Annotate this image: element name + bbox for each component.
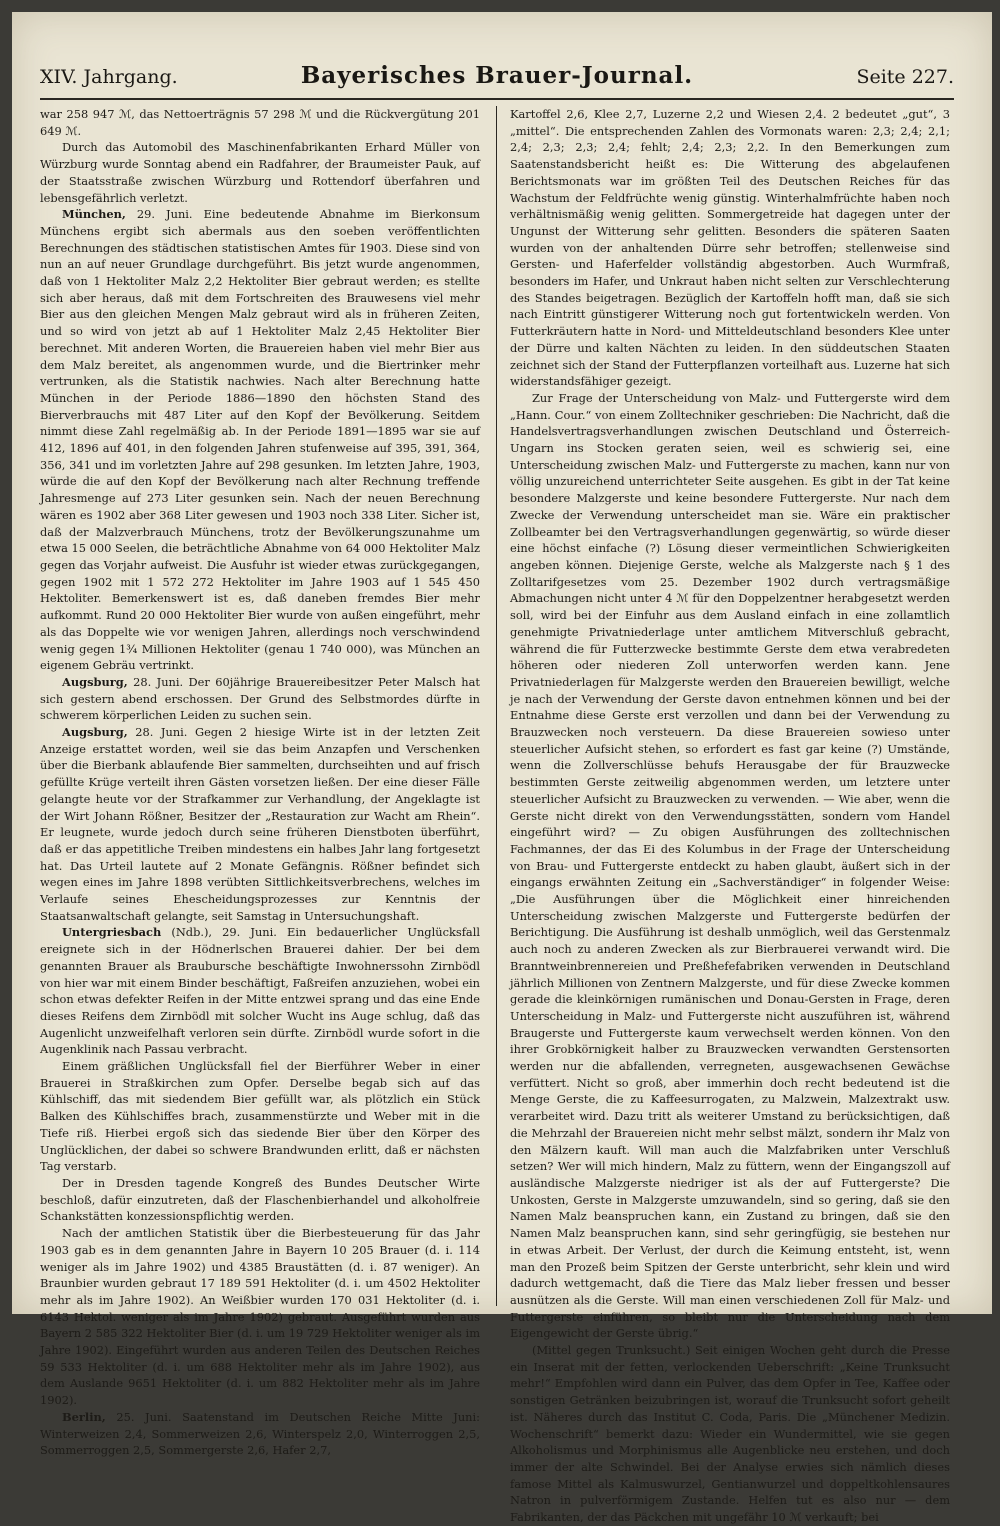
- article-paragraph: [40, 206, 480, 674]
- paragraph-text: Nach der amtlichen Statistik über die Bierbesteuerung für das Jahr 1903 gab es in dem genannten Jahre in Bayern 10 205 Brauer (d. i. 114 weniger als im Jahre 1902) und 4385 Braustätten (d. i. 87 weniger). An Braunbier wurden gebraut 17 189 591 Hektoliter (d. i. um 4502 Hektoliter mehr als im Jahre 1902). An Weißbier wurden 170 031 Hektoliter (d. i. 6143 Hektol. weniger als im Jahre 1902) gebraut. Ausgeführt wurden aus Bayern 2 585 322 Hektoliter Bier (d. i. um 19 729 Hektoliter weniger als im Jahre 1902). Eingeführt wurden aus anderen Teilen des Deutschen Reiches 59 533 Hektoliter (d. i. um 688 Hektoliter mehr als im Jahre 1902), aus dem Auslande 9651 Hektoliter (d. i. um 882 Hektoliter mehr als im Jahre 1902).: [40, 1226, 480, 1408]
- volume-label: XIV. Jahrgang.: [40, 66, 178, 88]
- paragraph-text: 28. Juni. Der 60jährige Brauereibesitzer Peter Malsch hat sich gestern abend erschossen. Der Grund des Selbstmordes dürfte in schwerem körperlichen Leiden zu suchen sein.: [40, 674, 481, 723]
- dateline: Untergriesbach: [62, 925, 162, 940]
- article-paragraph: [40, 1409, 480, 1459]
- article-paragraph: [40, 139, 480, 206]
- dateline: Augsburg,: [62, 725, 128, 740]
- article-paragraph: [40, 1058, 480, 1175]
- paragraph-text: 28. Juni. Gegen 2 hiesige Wirte ist in der letzten Zeit Anzeige erstattet worden, weil sie das beim Anzapfen und Verschenken über die Bierbank ablaufende Bier sammelten, durchseihten und auf frisch gefüllte Krüge verteilt ihren Gästen vorsetzen ließen. Der eine dieser Fälle gelangte heute vor der Strafkammer zur Verhandlung, der Angeklagte ist der Wirt Johann Rößner, Besitzer der „Restauration zur Wacht am Rhein“. Er leugnete, wurde jedoch durch seine früheren Dienstboten überführt, daß er das appetitliche Treiben mindestens ein halbes Jahr lang fortgesetzt hat. Das Urteil lautete auf 2 Monate Gefängnis. Rößner befindet sich wegen eines im Jahre 1898 verübten Sittlichkeitsverbrechens, welches im Verlaufe seines Ehescheidungsprozesses zur Kenntnis der Staatsanwaltschaft gelangte, seit Samstag in Untersuchungshaft.: [40, 725, 481, 923]
- right-column: [510, 106, 950, 1525]
- article-paragraph: [40, 1175, 480, 1225]
- article-paragraph: [510, 1342, 950, 1526]
- paragraph-text: Der in Dresden tagende Kongreß des Bundes Deutscher Wirte beschloß, dafür einzutreten, daß der Flaschenbierhandel und alkoholfreie Schankstätten konzessionspflichtig werden.: [40, 1176, 480, 1224]
- header-rule: [40, 98, 954, 100]
- journal-title: Bayerisches Brauer-Journal.: [300, 62, 694, 89]
- dateline: Berlin,: [62, 1409, 106, 1424]
- page-number: Seite 227.: [856, 66, 954, 88]
- paragraph-text: 29. Juni. Eine bedeutende Abnahme im Bierkonsum Münchens ergibt sich abermals aus den soeben veröffentlichten Berechnungen des städtischen statistischen Amtes für 1903. Diese sind von nun an auf neuer Grundlage durchgeführt. Bis jetzt wurde angenommen, daß von 1 Hektoliter Malz 2,2 Hektoliter Bier gebraut werden; es stellte sich aber heraus, daß mit dem Fortschreiten des Brauwesens viel mehr Bier aus den gleichen Mengen Malz gebraut wird als in früheren Zeiten, und so wird von jetzt ab auf 1 Hektoliter Malz 2,45 Hektoliter Bier berechnet. Mit anderen Worten, die Brauereien haben viel mehr Bier aus dem Malz bereitet, als angenommen wurde, und die Biertrinker mehr vertrunken, als die Statistik nachwies. Nach alter Berechnung hatte München in der Periode 1886—1890 den höchsten Stand des Bierverbrauchs mit 487 Liter auf den Kopf der Bevölkerung. Seitdem nimmt diese Zahl regelmäßig ab. In der Periode 1891—1895 war sie auf 412, 1896 auf 401, in den folgenden Jahren stufenweise auf 395, 391, 364, 356, 341 und im vorletzten Jahre auf 298 gesunken. Im letzten Jahre, 1903, würde die auf den Kopf der Bevölkerung nach alter Rechnung treffende Jahresmenge auf 273 Liter gesunken sein. Nach der neuen Berechnung wären es 1902 aber 368 Liter gewesen und 1903 noch 338 Liter. Sicher ist, daß der Malzverbrauch Münchens, trotz der Bevölkerungszunahme um etwa 15 000 Seelen, die beträchtliche Abnahme von 64 000 Hektoliter Malz gegen das Vorjahr aufweist. Die Ausfuhr ist wieder etwas zurückgegangen, gegen 1902 mit 1 572 272 Hektoliter im Jahre 1903 auf 1 545 450 Hektoliter. Bemerkenswert ist es, daß daneben fremdes Bier mehr aufkommt. Rund 20 000 Hektoliter Bier wurde von außen eingeführt, mehr als das Doppelte wie vor wenigen Jahren, allerdings noch verschwindend wenig gegen 1¾ Millionen Hektoliter (genau 1 740 000), was München an eigenem Gebräu vertrinkt.: [40, 207, 481, 673]
- paragraph-text: Kartoffel 2,6, Klee 2,7, Luzerne 2,2 und Wiesen 2,4. 2 bedeutet „gut“, 3 „mittel“. Die entsprechenden Zahlen des Vormonats waren: 2,3; 2,4; 2,1; 2,4; 2,3; 2,3; 2,4; fehlt; 2,4; 2,3; 2,2. In den Bemerkungen zum Saatenstandsbericht heißt es: Die Witterung des abgelaufenen Berichtsmonats war im größten Teil des Deutschen Reiches für das Wachstum der Feldfrüchte wenig günstig. Winterhalmfrüchte haben noch verhältnismäßig wenig gelitten. Sommergetreide hat dagegen unter der Ungunst der Witterung sehr gelitten. Besonders die späteren Saaten wurden von der anhaltenden Dürre sehr betroffen; stellenweise sind Gersten- und Haferfelder vollständig abgestorben. Auch Wurmfraß, besonders im Hafer, und Unkraut haben nicht selten zur Verschlechterung des Standes beigetragen. Bezüglich der Kartoffeln hofft man, daß sie sich nach Eintritt günstigerer Witterung noch gut fortentwickeln werden. Von Futterkräutern hatte in Nord- und Mitteldeutschland besonders Klee unter der Dürre und kalten Nächten zu leiden. In den süddeutschen Staaten zeichnet sich der Stand der Futterpflanzen vorteilhaft aus. Luzerne hat sich widerstandsfähiger gezeigt.: [510, 107, 950, 389]
- article-paragraph: [40, 106, 480, 139]
- paragraph-text: (Mittel gegen Trunksucht.) Seit einigen Wochen geht durch die Presse ein Inserat mit der fetten, verlockenden Ueberschrift: „Keine Trunksucht mehr!“ Empfohlen wird dann ein Pulver, das dem Opfer in Tee, Kaffee oder sonstigen Getränken beizubringen ist, worauf die Trunksucht sofort geheilt ist. Näheres durch das Institut C. Coda, Paris. Die „Münchener Medizin. Wochenschrift“ bemerkt dazu: Wieder ein Wundermittel, wie sie gegen Alkoholismus und Morphinismus alle Augenblicke neu erstehen, und doch immer der alte Schwindel. Bei der Analyse erwies sich nämlich dieses famose Mittel als Kalmuswurzel, Gentianwurzel und doppeltkohlensaures Natron in pulverförmigem Zustande. Helfen tut es also nur — dem Fabrikanten, der das Päckchen mit ungefähr 10 ℳ verkauft; bei: [510, 1343, 950, 1525]
- article-paragraph: [40, 1225, 480, 1409]
- paragraph-text: 25. Juni. Saatenstand im Deutschen Reiche Mitte Juni: Winterweizen 2,4, Sommerweizen 2,6, Winterspelz 2,0, Winterroggen 2,5, Sommerroggen 2,5, Sommergerste 2,6, Hafer 2,7,: [40, 1409, 480, 1458]
- article-paragraph: [40, 724, 480, 924]
- paragraph-text: Durch das Automobil des Maschinenfabrikanten Erhard Müller von Würzburg wurde Sonntag abend ein Radfahrer, der Braumeister Pauk, auf der Staatsstraße zwischen Würzburg und Rottendorf überfahren und lebensgefährlich verletzt.: [40, 140, 480, 205]
- column-divider: [496, 106, 497, 1306]
- page-header: [40, 60, 954, 100]
- dateline: Augsburg,: [62, 674, 128, 689]
- article-paragraph: [40, 924, 480, 1058]
- paragraph-text: Zur Frage der Unterscheidung von Malz- und Futtergerste wird dem „Hann. Cour.“ von einem Zolltechniker geschrieben: Die Nachricht, daß die Handelsvertragsverhandlungen zwischen Deutschland und Österreich-Ungarn ins Stocken geraten seien, weil es schwierig sei, eine Unterscheidung zwischen Malz- und Futtergerste zu machen, kann nur von völlig unzureichend unterrichteter Seite ausgehen. Es gibt in der Tat keine besondere Malzgerste und keine besondere Futtergerste. Nur nach dem Zwecke der Verwendung unterscheidet man sie. Wäre ein praktischer Zollbeamter bei den Vertragsverhandlungen gegenwärtig, so würde dieser eine höchst einfache (?) Lösung dieser vermeintlichen Schwierigkeiten angeben können. Diejenige Gerste, welche als Malzgerste nach § 1 des Zolltarifgesetzes vom 25. Dezember 1902 durch vertragsmäßige Abmachungen nicht unter 4 ℳ für den Doppelzentner herabgesetzt werden soll, wird bei der Einfuhr aus dem Ausland einfach in eine zollamtlich genehmigte Privatniederlage unter amtlichem Mitverschluß gebracht, während die für Futterzwecke bestimmte Gerste dem etwa verabredeten höheren oder niederen Zoll unterworfen werden kann. Jene Privatniederlagen für Malzgerste werden den Brauereien bewilligt, welche je nach der Verwendung der Gerste davon entnehmen können und bei der Entnahme diese Gerste erst verzollen und dann bei der Verwendung zu Brauzwecken noch versteuern. Da diese Brauereien sowieso unter steuerlicher Aufsicht stehen, so erfordert es fast gar keine (?) Umstände, wenn die Zollverschlüsse behufs Herausgabe der für Brauzwecke bestimmten Gerste zeitweilig abgenommen werden, um letztere unter steuerlicher Aufsicht zu Brauzwecken zu verwenden. — Wie aber, wenn die Gerste nicht direkt von den Verwendungsstätten, sondern vom Handel eingeführt wird? — Zu obigen Ausführungen des zolltechnischen Fachmannes, der das Ei des Kolumbus in der Frage der Unterscheidung von Brau- und Futtergerste entdeckt zu haben glaubt, äußert sich in der eingangs erwähnten Zeitung ein „Sachverständiger“ in folgender Weise: „Die Ausführungen über die Möglichkeit einer hinreichenden Unterscheidung zwischen Malzgerste und Futtergerste bedürfen der Berichtigung. Die Ausführung ist deshalb unmöglich, weil das Gerstenmalz auch noch zu anderen Zwecken als zur Bierbrauerei verwandt wird. Die Branntweinbrennereien und Preßhefefabriken verwenden in Deutschland jährlich Millionen von Zentnern Malzgerste, und für diese Zwecke kommen gerade die kleinkörnigen rumänischen und Donau-Gersten in Frage, deren Unterscheidung in Malz- und Futtergerste nicht auszuführen ist, während Braugerste und Futtergerste kaum verwechselt werden können. Von den ihrer Grobkörnigkeit halber zu Brauzwecken verwandten Gerstensorten werden nur die abfallenden, verregneten, ausgewachsenen Gewächse verfüttert. Nicht so groß, aber immerhin doch recht bedeutend ist die Menge Gerste, die zu Kaffeesurrogaten, zu Malzwein, Malzextrakt usw. verarbeitet wird. Dazu tritt als weiterer Umstand zu berücksichtigen, daß die Mehrzahl der Brauereien nicht mehr selbst mälzt, sondern ihr Malz von den Mälzern kauft. Will man auch die Malzfabriken unter Verschluß setzen? Wer will mich hindern, Malz zu füttern, wenn der Eingangszoll auf ausländische Malzgerste niedriger ist als der auf Futtergerste? Die Unkosten, Gerste in Malzgerste umzuwandeln, sind so gering, daß sie den Namen Malz beanspruchen kann, ein Zustand zu bringen, daß sie den Namen Malz beanspruchen kann, sind sehr geringfügig, sie bestehen nur in etwas Arbeit. Der Verlust, der durch die Keimung entsteht, ist, wenn man den Prozeß beim Spitzen der Gerste unterbricht, sehr klein und wird dadurch wettgemacht, daß die Tiere das Malz lieber fressen und besser ausnützen als die Gerste. Will man einen verschiedenen Zoll für Malz- und Futtergerste einführen, so bleibt nur die Unterscheidung nach dem Eigengewicht der Gerste übrig.“: [510, 390, 950, 1341]
- left-column: [40, 106, 481, 1458]
- article-paragraph: [510, 106, 950, 390]
- paragraph-text: Einem gräßlichen Unglücksfall fiel der Bierführer Weber in einer Brauerei in Straßkirchen zum Opfer. Derselbe begab sich auf das Kühlschiff, das mit siedendem Bier gefüllt war, als plötzlich ein Stück Balken des Kühlschiffes brach, zusammenstürzte und Weber mit in die Tiefe riß. Hierbei ergoß sich das siedende Bier über den Körper des Unglücklichen, der dabei so schwere Brandwunden erlitt, daß er nächsten Tag verstarb.: [40, 1059, 480, 1174]
- paragraph-text: war 258 947 ℳ, das Nettoerträgnis 57 298 ℳ und die Rückvergütung 201 649 ℳ.: [40, 107, 480, 138]
- paragraph-text: (Ndb.), 29. Juni. Ein bedauerlicher Unglücksfall ereignete sich in der Hödnerlschen Brauerei dahier. Der bei dem genannten Brauer als Braubursche beschäftigte Inwohnerssohn Zirnbödl von hier war mit einem Binder beschäftigt, Faßreifen anzuziehen, wobei ein schon etwas defekter Reifen in der Mitte entzwei sprang und das eine Ende dieses Reifens dem Zirnbödl mit solcher Wucht ins Auge schlug, daß das Augenlicht unzweifelhaft verloren sein dürfte. Zirnbödl wurde sofort in die Augenklinik nach Passau verbracht.: [40, 925, 480, 1057]
- article-paragraph: [510, 390, 950, 1342]
- article-paragraph: [40, 674, 480, 724]
- newspaper-page: [12, 12, 992, 1525]
- dateline: München,: [62, 207, 126, 222]
